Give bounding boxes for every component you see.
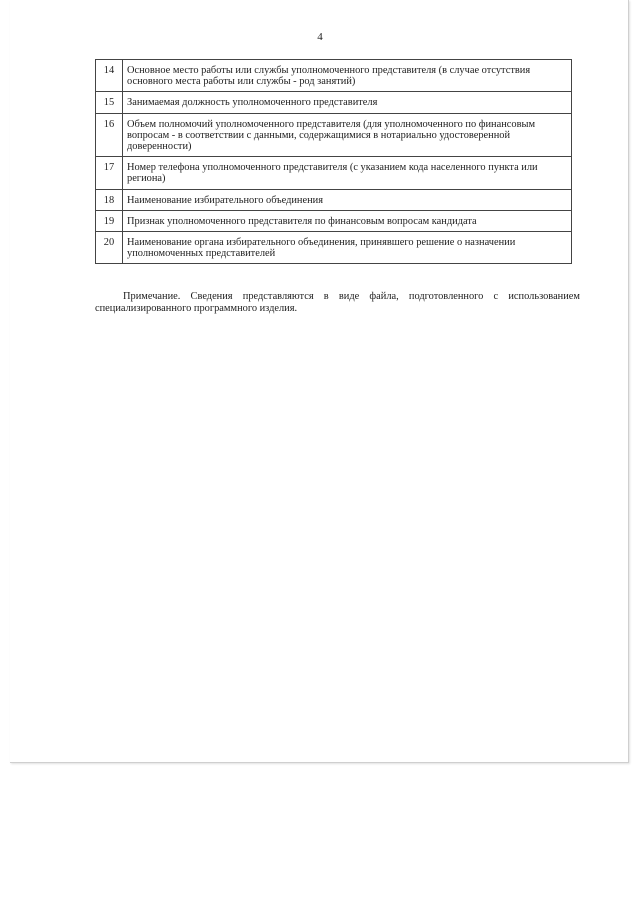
table-row bbox=[96, 210, 572, 231]
row-number: 19 bbox=[96, 210, 123, 231]
table-row bbox=[96, 189, 572, 210]
table-row bbox=[96, 113, 572, 157]
row-number: 15 bbox=[96, 92, 123, 113]
row-text: Занимаемая должность уполномоченного представителя bbox=[123, 92, 572, 113]
row-text: Объем полномочий уполномоченного представителя (для уполномоченного по финансовым вопросам - в соответствии с данными, содержащимися в нотариально удостоверенной доверенности) bbox=[123, 113, 572, 157]
row-text: Признак уполномоченного представителя по финансовым вопросам кандидата bbox=[123, 210, 572, 231]
row-number: 16 bbox=[96, 113, 123, 157]
row-number: 20 bbox=[96, 232, 123, 264]
row-text: Наименование органа избирательного объединения, принявшего решение о назначении уполномоченных представителей bbox=[123, 232, 572, 264]
note-paragraph: Примечание. Сведения представляются в виде файла, подготовленного с использованием специализированного программного изделия. bbox=[95, 291, 580, 314]
row-number: 18 bbox=[96, 189, 123, 210]
table-row bbox=[96, 232, 572, 264]
row-number: 14 bbox=[96, 60, 123, 92]
row-number: 17 bbox=[96, 157, 123, 189]
table-row bbox=[96, 92, 572, 113]
table-row bbox=[96, 157, 572, 189]
fields-table bbox=[95, 59, 572, 264]
row-text: Основное место работы или службы уполномоченного представителя (в случае отсутствия основного места работы или службы - род занятий) bbox=[123, 60, 572, 92]
row-text: Наименование избирательного объединения bbox=[123, 189, 572, 210]
row-text: Номер телефона уполномоченного представителя (с указанием кода населенного пункта или региона) bbox=[123, 157, 572, 189]
table-row bbox=[96, 60, 572, 92]
page-number: 4 bbox=[317, 31, 323, 43]
